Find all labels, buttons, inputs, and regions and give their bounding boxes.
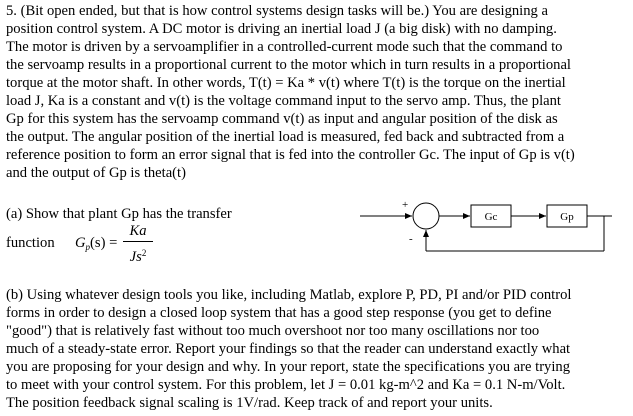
formula-g: G [75,235,86,251]
part-b-line: you are proposing for your design and why. In your report, state the specifications you are trying [6,359,571,375]
minus-sign: - [409,233,413,245]
part-a-text: (a) Show that plant Gp has the transfer [6,206,232,222]
part-b-line: forms in order to design a closed loop system that has a good step response (you get to define [6,305,552,321]
intro-line: torque at the motor shaft. In other words, T(t) = Ka * v(t) where T(t) is the torque on the inertial [6,75,566,91]
formula-fraction [123,222,153,266]
part-b-line: The position feedback signal scaling is 1V/rad. Keep track of and report your units. [6,395,493,411]
part-b-line: (b) Using whatever design tools you like, including Matlab, explore P, PD, PI and/or PID control [6,287,572,303]
function-label: function [6,235,55,251]
block-diagram [360,196,615,261]
intro-line: load J, Ka is a constant and v(t) is the voltage command input to the servo amp. Thus, the plant [6,93,561,109]
fraction-bar [123,241,153,242]
part-b-line: much of a steady-state error. Report your findings so that the reader can understand exactly what [6,341,571,357]
summing-junction [413,203,439,229]
intro-line: and the output of Gp is theta(t) [6,165,186,181]
intro-line: the servoamp results in a proportional current to the motor which in turn results in a proportional [6,57,571,73]
formula-subscript: p [85,242,91,252]
intro-line: position control system. A DC motor is driving an inertial load J (a big disk) with no damping. [6,21,557,37]
intro-line: reference position to form an error signal that is fed into the controller Gc. The input of Gp is v(t) [6,147,575,163]
intro-line: the output. The angular position of the inertial load is measured, fed back and subtracted from a [6,129,565,145]
intro-line: 5. (Bit open ended, but that is how control systems design tasks will be.) You are designing a [6,3,548,19]
formula-lhs-rest: (s) = [90,235,118,251]
plus-sign: + [402,199,409,211]
part-b-line: to meet with your control system. For this problem, let J = 0.01 kg-m^2 and Ka = 0.1 N-m/Volt. [6,377,566,393]
formula-denominator-base: Js [129,249,142,265]
plant-label: Gp [560,211,574,223]
intro-line: The motor is driven by a servoamplifier in a controlled-current mode such that the command to [6,39,563,55]
part-b-line: "good") that is relatively fast without too much overshoot nor too many oscillations nor too [6,323,540,339]
formula-lhs [75,234,117,256]
formula-denominator [123,244,153,266]
formula-denominator-exponent: 2 [141,248,147,258]
intro-line: Gp for this system has the servoamp command v(t) as input and angular position of the disk as [6,111,558,127]
formula-numerator: Ka [129,223,147,239]
controller-label: Gc [484,211,498,223]
